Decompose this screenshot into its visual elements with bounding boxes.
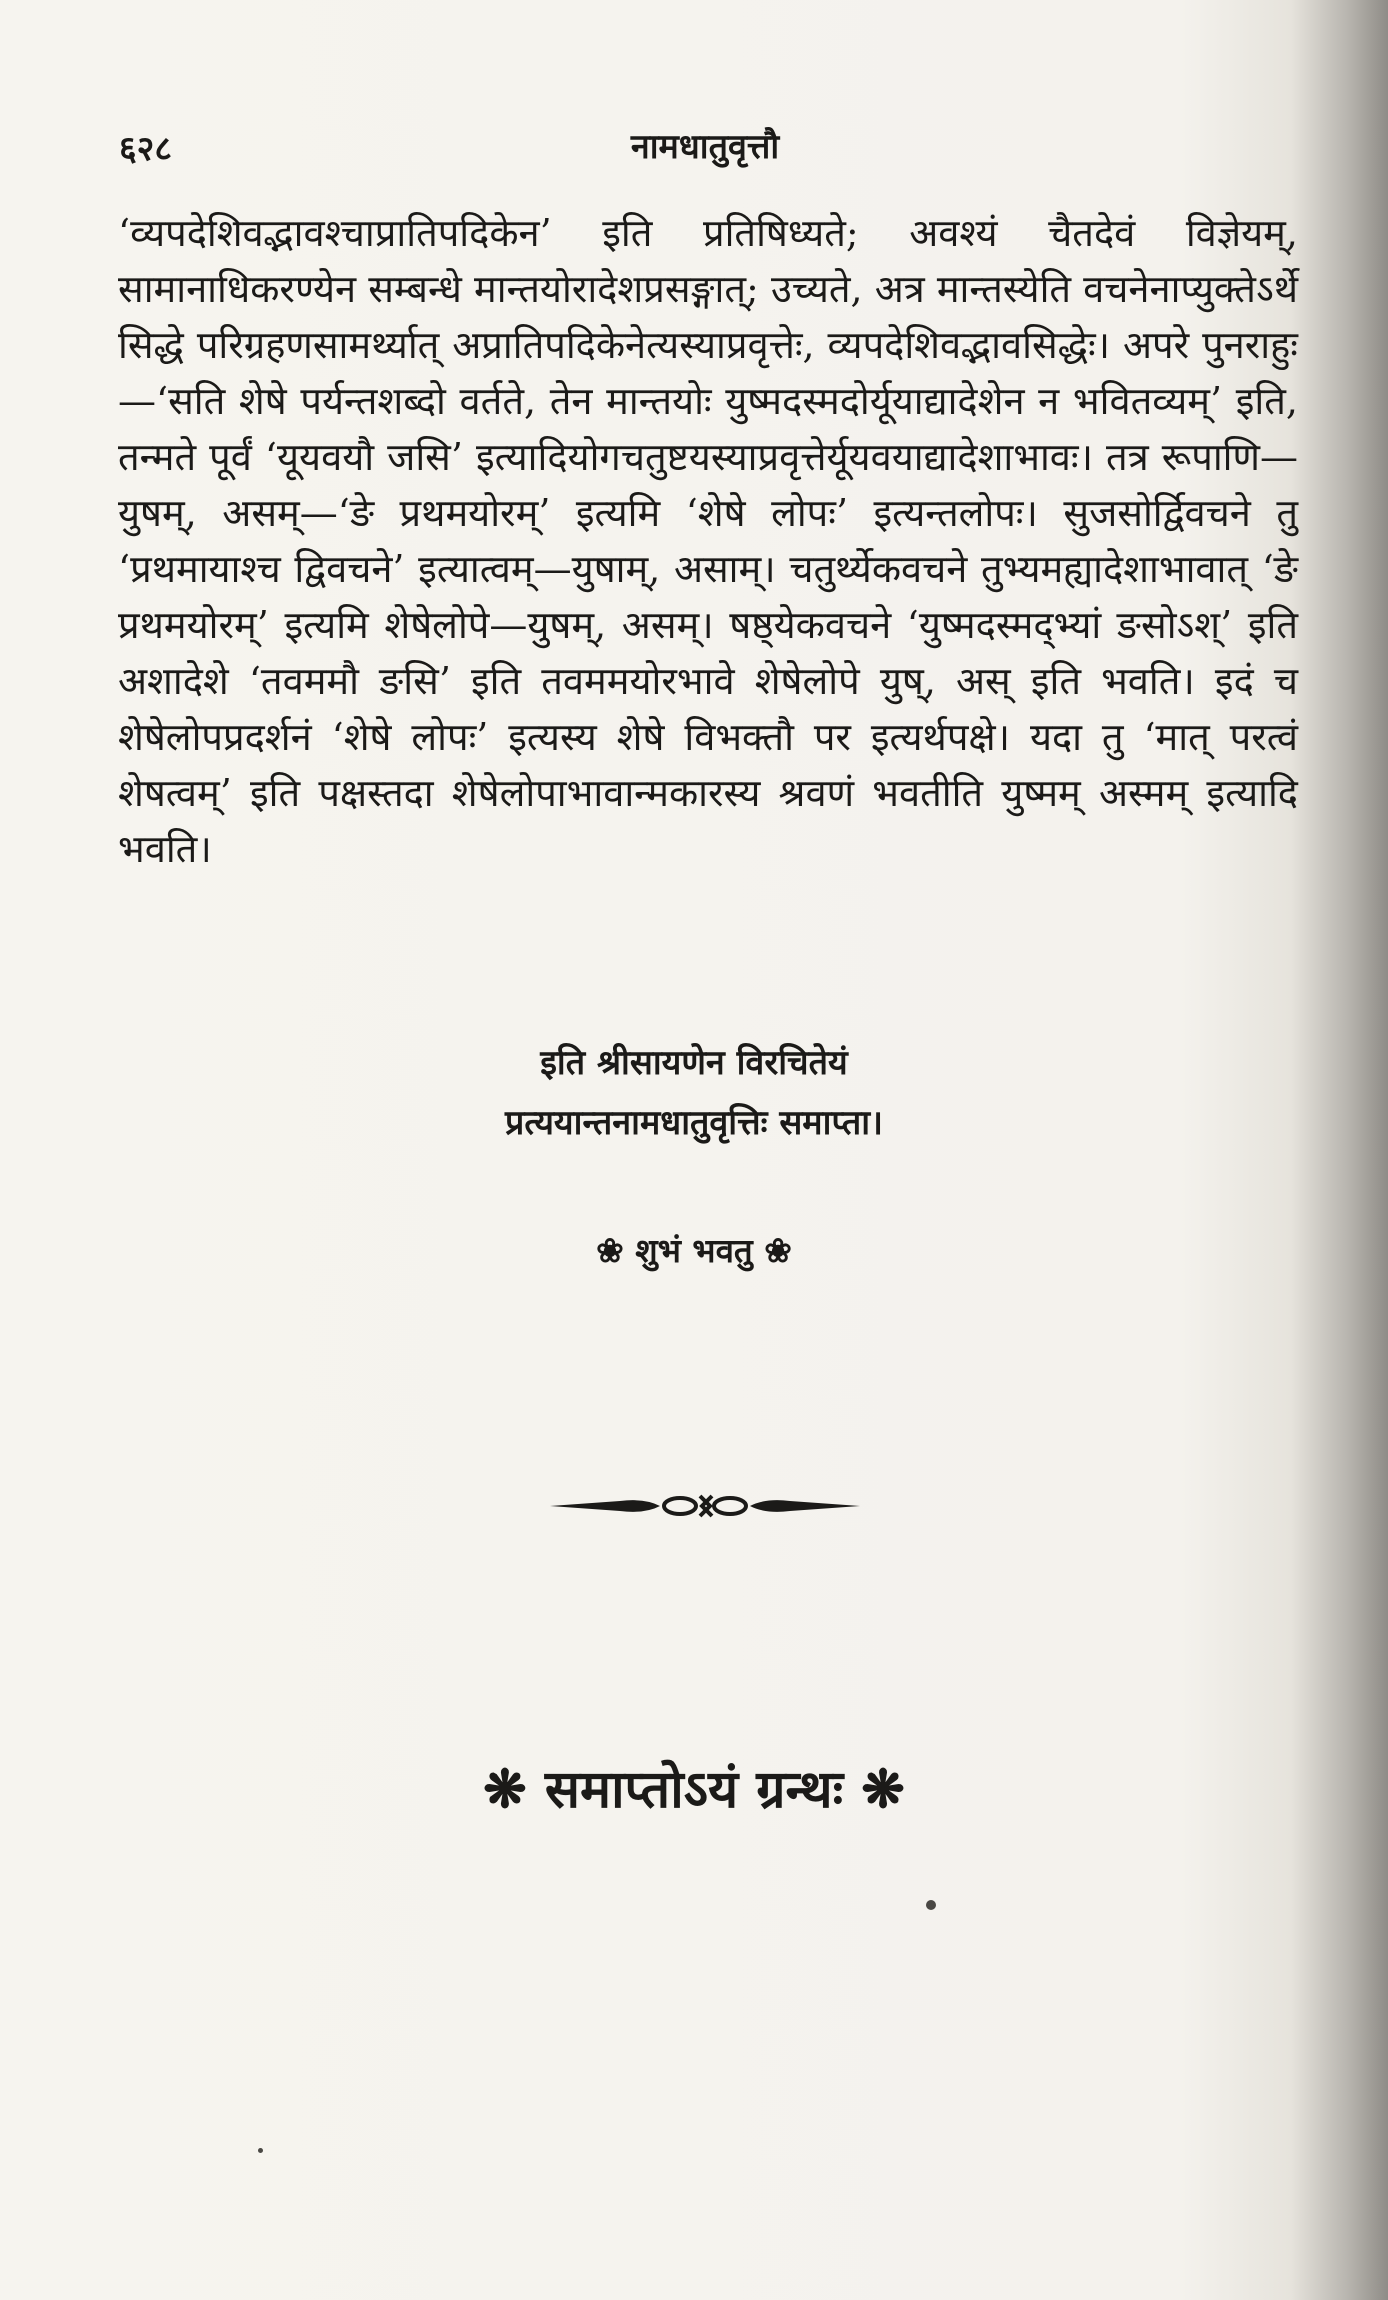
body-paragraph: ‘व्यपदेशिवद्भावश्चाप्रातिपदिकेन’ इति प्रतिषिध्यते; अवश्यं चैतदेवं विज्ञेयम्, सामानाधिकरण्येन सम्बन्धे मान्तयोरादेशप्रसङ्गात्; उच्यते, अत्र मान्तस्येति वचनेनाप्युक्तेऽर्थे सिद्धे परिग्रहणसामर्थ्यात् अप्रातिपदिकेनेत्यस्याप्रवृत्तेः, व्यपदेशिवद्भावसिद्धेः। अपरे पुनराहुः—‘सति शेषे पर्यन्तशब्दो वर्तते, तेन मान्तयोः युष्मदस्मदोर्यूयाद्यादेशेन न भवितव्यम्’ इति, तन्मते पूर्वं ‘यूयवयौ जसि’ इत्यादियोगचतुष्टयस्याप्रवृत्तेर्यूयवयाद्यादेशाभावः। तत्र रूपाणि—युषम्, असम्—‘ङे प्रथमयोरम्’ इत्यमि ‘शेषे लोपः’ इत्यन्तलोपः। सुजसोर्द्विवचने तु ‘प्रथमायाश्च द्विवचने’ इत्यात्वम्—युषाम्, असाम्। चतुर्थ्येकवचने तुभ्यमह्यादेशाभावात् ‘ङे प्रथमयोरम्’ इत्यमि शेषेलोपे—युषम्, असम्। षष्ठ्येकवचने ‘युष्मदस्मद्भ्यां ङसोऽश्’ इति अशादेशे ‘तवममौ ङसि’ इति तवममयोरभावे शेषेलोपे युष्, अस् इति भवति। इदं च शेषेलोपप्रदर्शनं ‘शेषे लोपः’ इत्यस्य शेषे विभक्तौ पर इत्यर्थपक्षे। यदा तु ‘मात् परत्वं शेषत्वम्’ इति पक्षस्तदा शेषेलोपाभावान्मकारस्य श्रवणं भवतीति युष्मम् अस्मम् इत्यादि भवति। (118, 211, 1298, 871)
end-of-book-line: ❋ समाप्तोऽयं ग्रन्थः ❋ (483, 1759, 905, 1820)
ink-speck (926, 1900, 936, 1910)
blessing-line: ❀ शुभं भवतु ❀ (596, 1231, 792, 1270)
ornamental-divider (550, 1488, 860, 1524)
page-number: ६२८ (119, 129, 173, 169)
body-text (118, 205, 1298, 877)
running-head (115, 118, 1295, 178)
running-title: नामधातुवृत्तौ (630, 127, 780, 167)
colophon-line-1: इति श्रीसायणेन विरचितेयं (540, 1043, 848, 1083)
colophon-line-2: प्रत्ययान्तनामधातुवृत्तिः समाप्ता। (505, 1103, 883, 1143)
ink-speck (258, 2148, 263, 2153)
